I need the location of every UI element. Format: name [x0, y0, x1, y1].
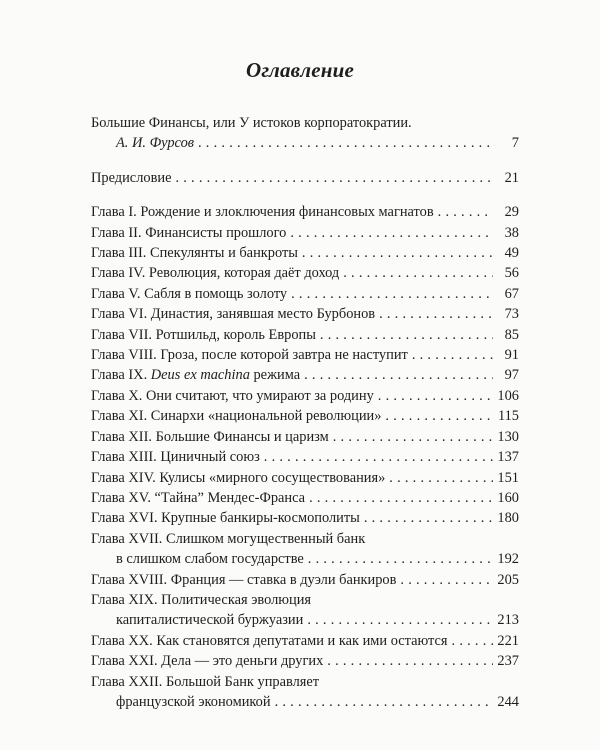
toc-entry-title — [91, 202, 434, 222]
toc-entry-chapter — [91, 570, 519, 590]
toc-entry-chapter — [91, 508, 519, 528]
chapter-number: Глава XI. — [91, 408, 151, 425]
toc-page-number: 205 — [497, 571, 519, 588]
chapter-title: Ротшильд, король Европы — [155, 326, 316, 343]
toc-entry-title — [91, 284, 287, 304]
toc-page-number: 38 — [504, 224, 519, 241]
toc-entry-chapter — [91, 304, 519, 324]
chapter-title: Слишком могущественный банк — [165, 530, 366, 547]
toc-entry-title: Большие Финансы, или У истоков корпоратократии. — [91, 115, 412, 131]
chapter-number: Глава VII. — [91, 326, 156, 343]
toc-entry-title — [91, 325, 316, 345]
chapter-title: Дела — это деньги других — [161, 653, 324, 670]
dot-leader — [275, 692, 493, 712]
chapter-number: Глава III. — [91, 245, 150, 262]
dot-leader — [198, 133, 493, 153]
toc-entry-title — [91, 263, 339, 283]
dot-leader — [333, 427, 493, 447]
toc-page-number: 85 — [504, 326, 519, 343]
chapter-number: Глава XIII. — [91, 449, 161, 466]
toc-entry-chapter — [91, 672, 519, 713]
chapter-title: Большие Финансы и царизм — [155, 428, 329, 445]
toc-page-number: 115 — [497, 408, 519, 425]
chapter-title-continued: капиталистической буржуазии — [116, 612, 304, 629]
toc-page-number: 91 — [504, 347, 519, 364]
chapter-number: Глава XVIII. — [91, 571, 171, 588]
toc-entry-chapter — [91, 651, 519, 671]
chapter-number: Глава IV. — [91, 265, 149, 282]
chapter-number: Глава XXI. — [91, 653, 162, 670]
toc-entry-title — [91, 386, 374, 406]
chapter-number: Глава V. — [91, 285, 145, 302]
dot-leader — [364, 508, 493, 528]
toc-page-number: 244 — [497, 693, 519, 710]
toc-page-number: 97 — [504, 367, 519, 384]
chapter-title: Гроза, после которой завтра не наступит — [160, 347, 408, 364]
chapter-number: Глава XX. — [91, 632, 157, 649]
toc-entry-chapter — [91, 488, 519, 508]
toc-page-number: 21 — [504, 169, 519, 186]
toc-page-number: 137 — [497, 449, 519, 466]
toc-entry-chapter — [91, 590, 519, 631]
chapter-title: Династия, занявшая место Бурбонов — [150, 306, 376, 323]
dot-leader — [291, 284, 493, 304]
dot-leader — [400, 570, 493, 590]
chapter-number: Глава I. — [91, 204, 141, 221]
chapter-title-continued: французской экономикой — [116, 693, 271, 710]
chapter-title: Финансисты прошлого — [145, 224, 287, 241]
chapter-title: Революция, которая даёт доход — [148, 265, 340, 282]
chapter-number: Глава VI. — [91, 306, 151, 323]
toc-page-number: 29 — [504, 204, 519, 221]
chapter-title: “Тайна” Мендес-Франса — [154, 489, 306, 506]
dot-leader — [304, 365, 493, 385]
toc-entry-preface — [91, 168, 519, 188]
toc-entry-title — [91, 427, 329, 447]
toc-entry-title: Предисловие — [91, 169, 172, 186]
toc-page-number: 73 — [504, 306, 519, 323]
toc-page-number: 151 — [497, 469, 519, 486]
dot-leader — [308, 549, 493, 569]
toc-page-number: 49 — [504, 245, 519, 262]
table-of-contents — [91, 113, 519, 712]
toc-entry-title — [91, 447, 260, 467]
dot-leader — [343, 263, 493, 283]
toc-entry-author: А. И. Фурсов — [116, 135, 195, 152]
dot-leader — [264, 447, 493, 467]
toc-entry-title — [91, 529, 365, 549]
toc-page-number: 56 — [504, 265, 519, 282]
chapter-title: режима — [253, 367, 301, 384]
dot-leader — [307, 610, 493, 630]
toc-entry-title — [91, 406, 381, 426]
dot-leader — [385, 406, 493, 426]
chapter-title: Циничный союз — [160, 449, 260, 466]
chapter-number: Глава II. — [91, 224, 146, 241]
toc-entry-chapter — [91, 631, 519, 651]
toc-page-number: 221 — [497, 632, 519, 649]
chapter-title-italic: Deus ex machina — [150, 367, 254, 384]
dot-leader — [327, 651, 493, 671]
dot-leader — [438, 202, 493, 222]
chapter-title: Сабля в помощь золоту — [144, 285, 288, 302]
toc-entry-chapter — [91, 345, 519, 365]
chapter-title-continued: в слишком слабом государстве — [116, 551, 304, 568]
toc-page-number: 160 — [497, 489, 519, 506]
toc-entry-chapter — [91, 263, 519, 283]
toc-entry-title — [91, 223, 286, 243]
toc-entry-title — [91, 365, 300, 385]
toc-entry-title — [91, 345, 408, 365]
dot-leader — [320, 325, 493, 345]
chapter-number: Глава XII. — [91, 428, 156, 445]
chapter-title: Крупные банкиры-космополиты — [161, 510, 360, 527]
toc-page-number: 106 — [497, 387, 519, 404]
chapter-number: Глава X. — [91, 387, 146, 404]
toc-page-number: 7 — [511, 135, 519, 152]
chapter-number: Глава XIX. — [91, 591, 162, 608]
toc-entry-title — [91, 570, 396, 590]
chapter-number: Глава XIV. — [91, 469, 160, 486]
dot-leader — [309, 488, 493, 508]
dot-leader — [302, 243, 493, 263]
toc-entry-title — [91, 672, 319, 692]
chapter-number: Глава XXII. — [91, 673, 166, 690]
toc-entry-chapter — [91, 386, 519, 406]
chapter-list — [91, 202, 519, 712]
chapter-title: Политическая эволюция — [161, 591, 312, 608]
toc-entry-chapter — [91, 325, 519, 345]
chapter-title: Спекулянты и банкроты — [149, 245, 298, 262]
chapter-number: Глава VIII. — [91, 347, 161, 364]
toc-entry-chapter — [91, 427, 519, 447]
chapter-title: Они считают, что умирают за родину — [145, 387, 374, 404]
dot-leader — [389, 468, 493, 488]
dot-leader — [290, 223, 493, 243]
toc-entry-chapter — [91, 284, 519, 304]
toc-entry-chapter — [91, 202, 519, 222]
toc-entry-title — [91, 243, 298, 263]
toc-entry-title — [91, 590, 311, 610]
dot-leader — [452, 631, 493, 651]
toc-entry-chapter — [91, 447, 519, 467]
chapter-title: Франция — ставка в дуэли банкиров — [170, 571, 397, 588]
toc-entry-title — [91, 468, 385, 488]
chapter-title: Кулисы «мирного сосуществования» — [159, 469, 386, 486]
chapter-title: Как становятся депутатами и как ими остаются — [156, 632, 448, 649]
dot-leader — [175, 168, 493, 188]
dot-leader — [412, 345, 493, 365]
toc-entry-title — [91, 488, 305, 508]
page-title: Оглавление — [245, 58, 355, 82]
toc-page-number: 180 — [497, 510, 519, 527]
dot-leader — [378, 386, 493, 406]
toc-entry-chapter — [91, 223, 519, 243]
chapter-number: Глава XVII. — [91, 530, 166, 547]
chapter-title: Рождение и злоключения финансовых магнатов — [140, 204, 434, 221]
toc-entry-chapter — [91, 243, 519, 263]
toc-page-number: 67 — [504, 285, 519, 302]
toc-page-number: 130 — [497, 428, 519, 445]
toc-entry-chapter — [91, 529, 519, 570]
toc-entry-intro — [91, 113, 519, 154]
chapter-number: Глава IX. — [91, 367, 151, 384]
toc-entry-title — [91, 508, 360, 528]
toc-page-number: 237 — [497, 653, 519, 670]
chapter-number: Глава XV. — [91, 489, 155, 506]
toc-page-number: 192 — [497, 551, 519, 568]
toc-entry-title — [91, 651, 323, 671]
toc-page-number: 213 — [497, 612, 519, 629]
chapter-number: Глава XVI. — [91, 510, 162, 527]
chapter-title: Большой Банк управляет — [165, 673, 320, 690]
toc-entry-chapter — [91, 406, 519, 426]
dot-leader — [379, 304, 493, 324]
chapter-title: Синархи «национальной революции» — [150, 408, 382, 425]
toc-entry-title — [91, 304, 375, 324]
toc-entry-chapter — [91, 365, 519, 385]
toc-entry-title — [91, 631, 448, 651]
toc-entry-chapter — [91, 468, 519, 488]
